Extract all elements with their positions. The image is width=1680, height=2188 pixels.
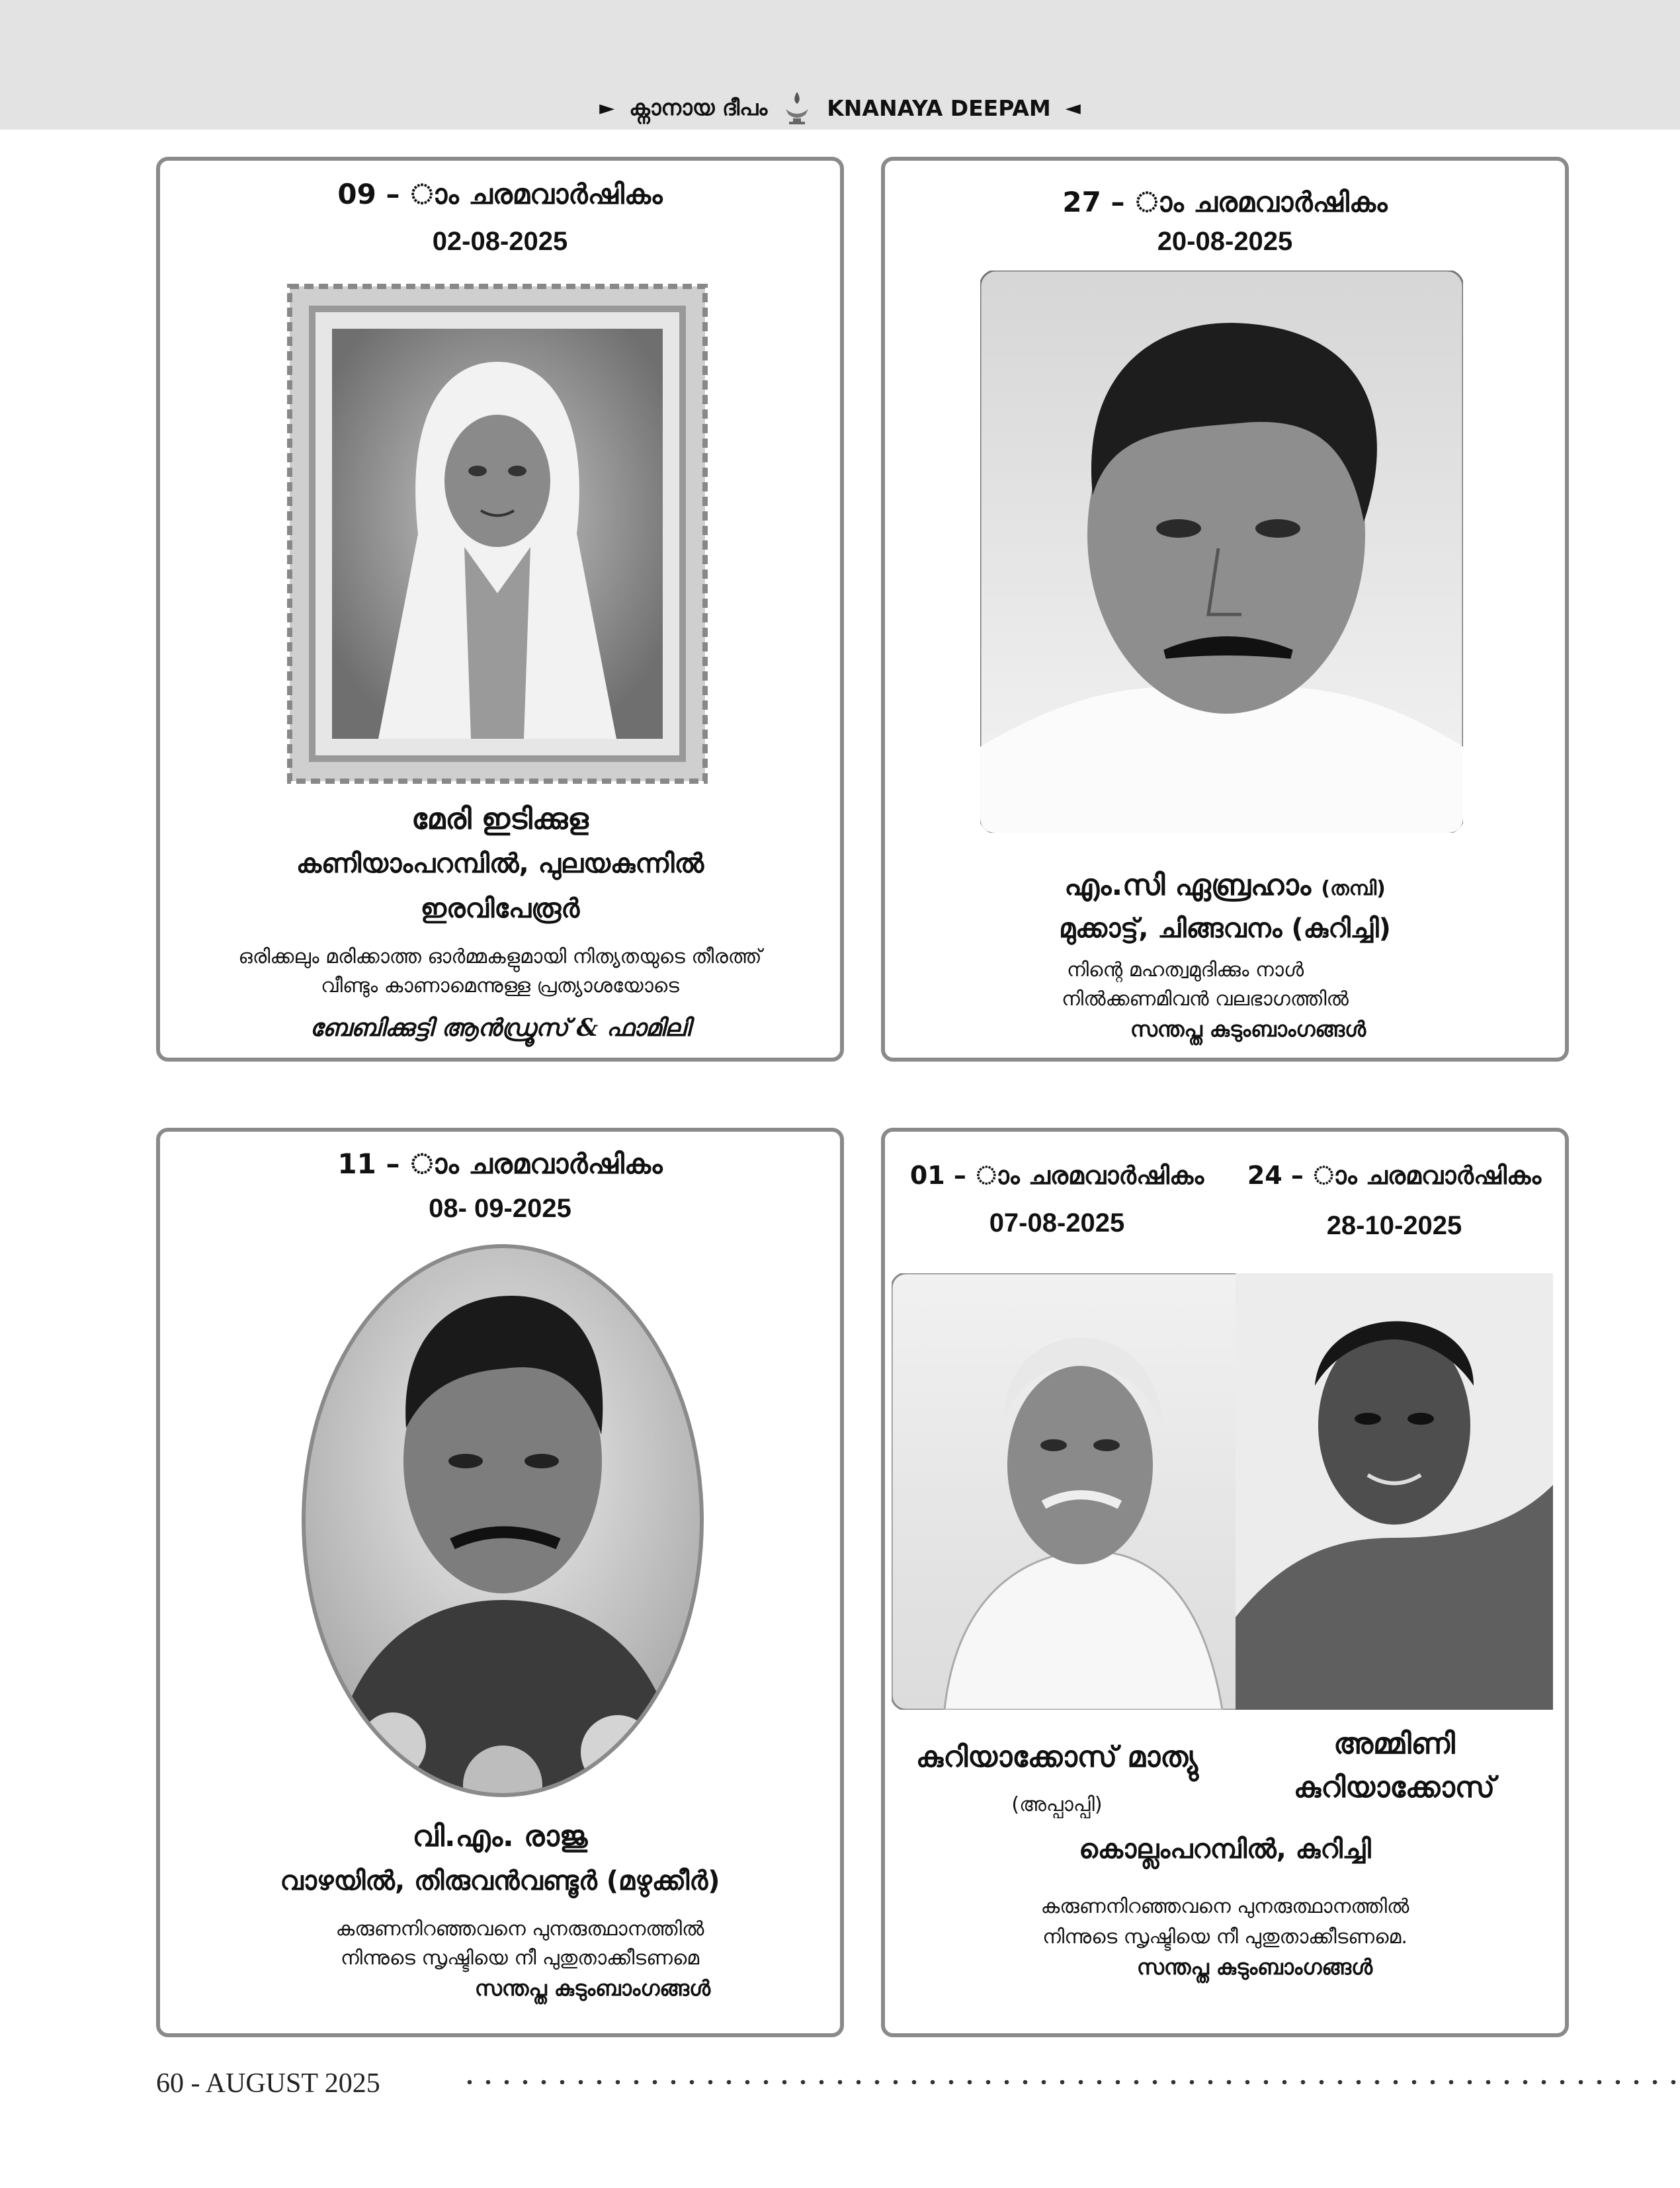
message-line-1: കരുണനിറഞ്ഞവനെ പുനരുത്ഥാനത്തിൽ (335, 1917, 704, 1941)
portrait-oval-photo (300, 1243, 705, 1798)
signature: സന്തപ്ത കുടുംബാംഗങ്ങൾ (474, 1976, 711, 2001)
left-anniversary-date: 07-08-2025 (989, 1208, 1125, 1238)
message-line-1: ഒരിക്കലും മരിക്കാത്ത ഓർമ്മകളുമായി നിത്യതയുടെ തീരത്ത് (238, 945, 762, 968)
right-triangle-marker: ◄ (1065, 96, 1081, 120)
masthead-malayalam: ക്നാനായ ദീപം (629, 95, 768, 120)
obituary-card-raju (156, 1128, 844, 2037)
address: മുക്കാട്ട്, ചിങ്ങവനം (കുറിച്ചി) (1059, 913, 1391, 944)
portrait-photo (980, 271, 1463, 833)
right-anniversary-date: 28-10-2025 (1326, 1211, 1462, 1240)
left-deceased-nickname: (അപ്പാപ്പി) (1011, 1793, 1103, 1816)
oil-lamp-icon (782, 89, 812, 126)
left-anniversary-title: 01 – ാം ചരമവാർഷികം (909, 1161, 1204, 1190)
signature: ബേബിക്കുട്ടി ആൻഡ്രൂസ് & ഫാമിലി (310, 1014, 691, 1042)
portrait-framed-photo (286, 282, 709, 785)
message-line-2: നിന്നുടെ സൃഷ്ടിയെ നീ പുതുതാക്കീടണമെ. (1042, 1925, 1407, 1949)
left-triangle-marker: ► (599, 96, 615, 120)
signature: സന്തപ്ത കുടുംബാംഗങ്ങൾ (1136, 1955, 1373, 1980)
message-line-2: നിന്നുടെ സൃഷ്ടിയെ നീ പുതുതാക്കീടണമെ (340, 1947, 700, 1970)
deceased-name: എം.സി ഏബ്രഹാം (1064, 868, 1312, 902)
dotted-rule (460, 2079, 1677, 2085)
address-line-2: ഇരവിപേരൂർ (420, 894, 580, 924)
page-number-label: 60 - AUGUST 2025 (156, 2068, 380, 2099)
anniversary-title: 27 – ാം ചരമവാർഷികം (1062, 186, 1388, 218)
anniversary-date: 20-08-2025 (1157, 227, 1293, 256)
right-deceased-name-line-1: അമ്മിണി (1333, 1727, 1455, 1761)
masthead (0, 85, 1680, 131)
message-line-1: കരുണനിറഞ്ഞവനെ പുനരുത്ഥാനത്തിൽ (1040, 1895, 1409, 1918)
message-line-1: നിന്റെ മഹത്വമുദിക്കും നാൾ (1066, 958, 1304, 982)
deceased-name: വി.എം. രാജു (412, 1820, 588, 1853)
right-deceased-name-line-2: കുറിയാക്കോസ് (1293, 1771, 1495, 1804)
signature: സന്തപ്ത കുടുംബാംഗങ്ങൾ (1130, 1017, 1366, 1042)
left-deceased-name: കുറിയാക്കോസ് മാത്യു (915, 1740, 1198, 1774)
anniversary-date: 02-08-2025 (432, 227, 568, 256)
deceased-nickname: (തമ്പി) (1321, 877, 1386, 900)
anniversary-date: 08- 09-2025 (429, 1194, 571, 1223)
message-line-2: നിൽക്കണമിവൻ വലഭാഗത്തിൽ (1062, 988, 1349, 1011)
right-anniversary-title: 24 – ാം ചരമവാർഷികം (1247, 1161, 1542, 1190)
address: വാഴയിൽ, തിരുവൻവണ്ടൂർ (മഴുക്കീർ) (280, 1866, 720, 1896)
message-line-2: വീണ്ടും കാണാമെന്നുള്ള പ്രത്യാശയോടെ (321, 974, 679, 997)
couple-portrait-photos (892, 1273, 1553, 1710)
obituary-card-abraham (881, 157, 1569, 1062)
deceased-name-line (885, 868, 1565, 902)
anniversary-title: 09 – ാം ചരമവാർഷികം (337, 178, 663, 210)
deceased-name: മേരി ഇടിക്കുള (411, 802, 589, 836)
masthead-english: KNANAYA DEEPAM (827, 95, 1051, 121)
anniversary-title: 11 – ാം ചരമവാർഷികം (337, 1148, 663, 1180)
woman-portrait (1236, 1273, 1553, 1710)
obituary-card-kuriakose (881, 1128, 1569, 2037)
family-address: കൊല്ലംപറമ്പിൽ, കുറിച്ചി (1079, 1834, 1371, 1865)
obituary-card-mary (156, 157, 844, 1062)
address-line-1: കണിയാംപറമ്പിൽ, പുലയകുന്നിൽ (296, 849, 704, 879)
